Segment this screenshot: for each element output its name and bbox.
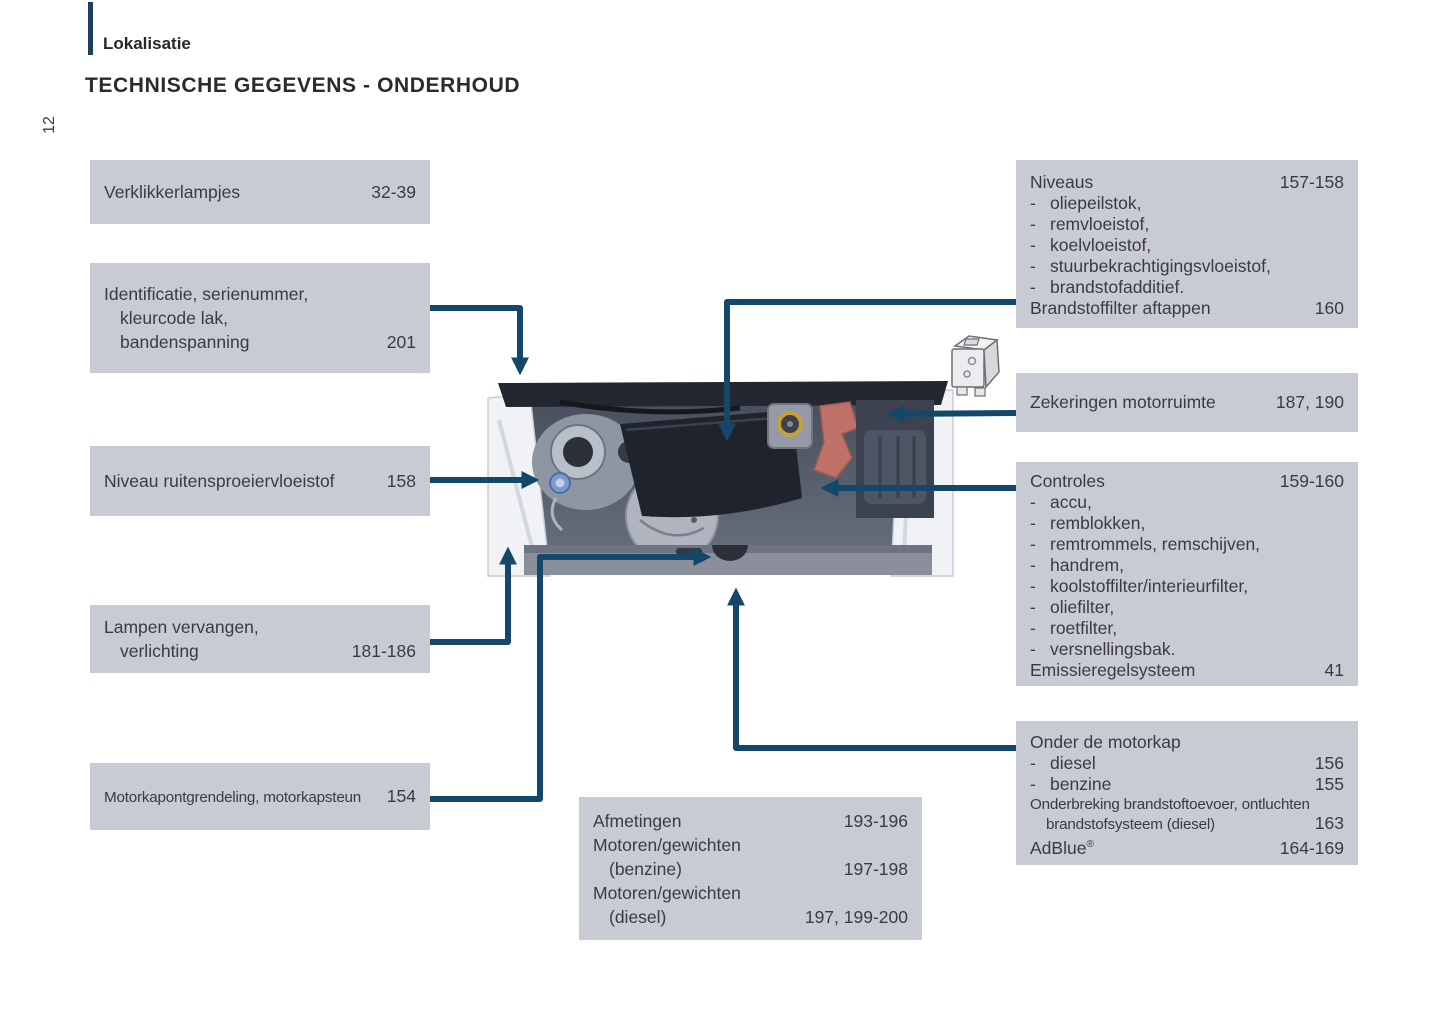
entry-label: Onderbreking brandstoftoevoer, ontluchten	[1030, 796, 1310, 813]
entry-page: 197-198	[843, 858, 908, 879]
entry-label: koelvloeistof,	[1050, 235, 1152, 255]
entry-page: 159-160	[1279, 471, 1344, 491]
dash: -	[1030, 193, 1036, 213]
dash: -	[1030, 235, 1036, 255]
entry-page: 154	[386, 785, 416, 806]
dash: -	[1030, 513, 1036, 533]
entry-label: Onder de motorkap	[1030, 732, 1181, 752]
entry-label: Motoren/gewichten	[593, 882, 741, 903]
entry-label: benzine	[1050, 774, 1112, 794]
entry-page: 201	[386, 332, 416, 352]
entry-label: handrem,	[1050, 555, 1124, 575]
entry-label: remvloeistof,	[1050, 214, 1150, 234]
entry-label: koolstoffilter/interieurfilter,	[1050, 576, 1249, 596]
entry-label: verlichting	[120, 641, 199, 661]
entry-label: Motorkapontgrendeling, motorkapsteun	[104, 788, 362, 806]
registered-trademark-symbol: ®	[1086, 839, 1094, 850]
entry-label: roetfilter,	[1050, 618, 1118, 638]
entry-page: 164-169	[1279, 837, 1344, 858]
dash: -	[1030, 753, 1036, 773]
dash: -	[1030, 639, 1036, 659]
engine-bay-illustration	[488, 381, 953, 576]
entry-label: brandstofsysteem (diesel)	[1046, 816, 1215, 833]
dash: -	[1030, 492, 1036, 512]
arrow-motorkapontgrendeling	[430, 557, 706, 799]
entry-label: Verklikkerlampjes	[104, 181, 241, 202]
entry-label: remblokken,	[1050, 513, 1146, 533]
dash: -	[1030, 774, 1036, 794]
washer-fluid-cap-center	[556, 479, 565, 488]
entry-page: 158	[386, 470, 416, 491]
entry-label: diesel	[1050, 753, 1096, 773]
entry-label: Lampen vervangen,	[104, 617, 259, 637]
entry-label: Controles	[1030, 471, 1105, 491]
dash: -	[1030, 214, 1036, 234]
arrow-zekeringen	[892, 413, 1016, 414]
fuse-icon	[952, 336, 999, 396]
latch-handle	[676, 548, 702, 555]
entry-label: stuurbekrachtigingsvloeistof,	[1050, 256, 1271, 276]
oil-cap-center	[787, 421, 793, 427]
arrow-onder-de-motorkap	[736, 593, 1016, 748]
entry-label: remtrommels, remschijven,	[1050, 534, 1261, 554]
dash: -	[1030, 534, 1036, 554]
entry-label: brandstofadditief.	[1050, 277, 1185, 297]
entry-page: 157-158	[1279, 172, 1344, 192]
entry-page: 163	[1314, 813, 1344, 833]
entry-label: Identificatie, serienummer,	[104, 284, 309, 304]
entry-page: 156	[1314, 753, 1344, 773]
entry-label: versnellingsbak.	[1050, 639, 1176, 659]
entry-label: (benzine)	[609, 858, 682, 879]
dash: -	[1030, 618, 1036, 638]
dash: -	[1030, 597, 1036, 617]
entry-label: Brandstoffilter aftappen	[1030, 298, 1211, 318]
entry-label: Motoren/gewichten	[593, 834, 741, 855]
page-number: 12	[41, 116, 58, 134]
entry-label: kleurcode lak,	[120, 308, 228, 328]
entry-page: 197, 199-200	[804, 906, 908, 927]
entry-label: (diesel)	[609, 906, 667, 927]
entry-page: 181-186	[351, 641, 416, 661]
dash: -	[1030, 576, 1036, 596]
page-title: TECHNISCHE GEGEVENS - ONDERHOUD	[85, 74, 521, 97]
arrow-identificatie	[430, 308, 520, 370]
entry-page: 187, 190	[1275, 392, 1344, 412]
dash: -	[1030, 277, 1036, 297]
entry-label: Afmetingen	[593, 810, 682, 831]
entry-label: Emissieregelsysteem	[1030, 660, 1196, 680]
entry-label: bandenspanning	[120, 332, 250, 352]
adblue-label: AdBlue	[1030, 837, 1087, 858]
entry-page: 32-39	[371, 181, 416, 202]
entry-page: 155	[1314, 774, 1344, 794]
entry-page: 193-196	[843, 810, 908, 831]
dash: -	[1030, 256, 1036, 276]
battery-cover	[864, 430, 926, 504]
entry-label: accu,	[1050, 492, 1092, 512]
entry-label: Niveaus	[1030, 172, 1094, 192]
section-label: Lokalisatie	[103, 34, 191, 53]
entry-page: 160	[1314, 298, 1344, 318]
entry-label: oliepeilstok,	[1050, 193, 1142, 213]
entry-label: oliefilter,	[1050, 597, 1115, 617]
brake-fluid-cap	[563, 437, 593, 467]
entry-label: Zekeringen motorruimte	[1030, 392, 1216, 412]
dash: -	[1030, 555, 1036, 575]
entry-label: Niveau ruitensproeiervloeistof	[104, 470, 335, 491]
entry-page: 41	[1324, 660, 1344, 680]
booster-bolt	[691, 517, 697, 523]
